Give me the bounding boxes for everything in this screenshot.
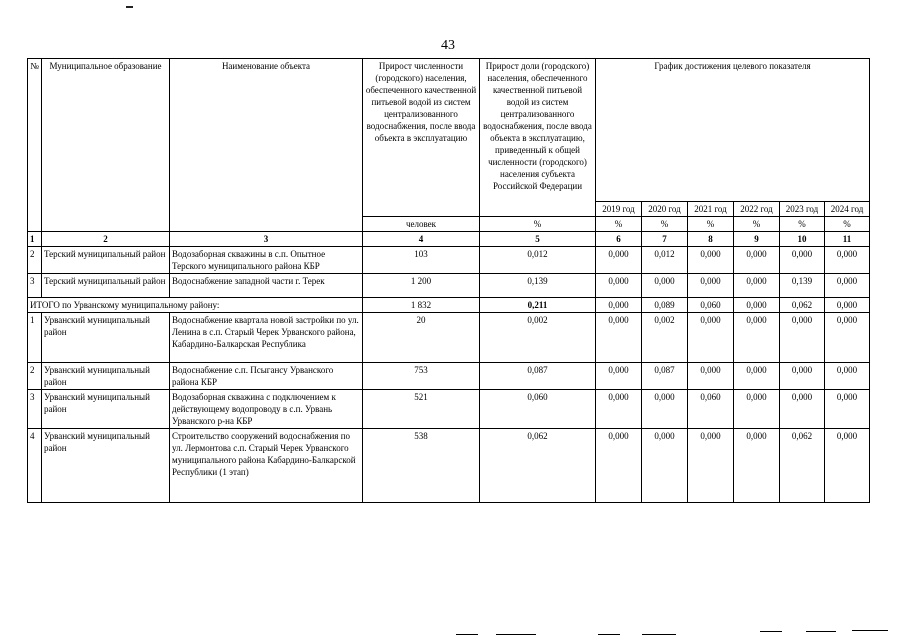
col-number: 3 [170,232,363,247]
table-cell: 20 [363,313,480,363]
table-cell: 0,000 [825,313,870,363]
table-cell: 0,060 [688,390,734,429]
table-cell: 0,060 [688,298,734,313]
table-cell: 0,087 [642,363,688,390]
table-row [28,313,870,363]
table-cell: 0,000 [596,274,642,298]
table-cell: Водоснабжение квартала новой застройки по ул. Ленина в с.п. Старый Черек Урванского района, Кабардино-Балкарская Республика [170,313,363,363]
table-cell: 0,002 [642,313,688,363]
table-cell: 0,000 [825,390,870,429]
table-cell: Строительство сооружений водоснабжения по ул. Лермонтова с.п. Старый Черек Урванского муниципального района Кабардино-Балкарской Республики (1 этап) [170,429,363,503]
table-cell: 538 [363,429,480,503]
table-cell: 0,000 [734,274,780,298]
table-cell: 0,012 [480,247,596,274]
table-cell: 3 [28,274,42,298]
unit-year: % [642,217,688,232]
col-number: 7 [642,232,688,247]
target-indicator-table [27,58,870,503]
table-cell: 0,139 [780,274,825,298]
unit-year: % [688,217,734,232]
col-number: 2 [42,232,170,247]
page-number: 43 [441,38,455,53]
table-cell: 0,000 [688,247,734,274]
table-row [28,363,870,390]
table-cell: 0,062 [780,298,825,313]
col-number: 9 [734,232,780,247]
col-number: 1 [28,232,42,247]
unit-pop: человек [363,217,480,232]
table-row [28,390,870,429]
header-year: 2019 год [596,202,642,217]
col-number: 10 [780,232,825,247]
table-cell: 0,000 [780,363,825,390]
top-dash-mark [126,6,133,8]
table-cell: Водоснабжение с.п. Псыгансу Урванского района КБР [170,363,363,390]
unit-year: % [734,217,780,232]
table-cell: 2 [28,363,42,390]
table-cell: 0,000 [596,298,642,313]
table-cell: Урванский муниципальный район [42,390,170,429]
table-cell: 0,139 [480,274,596,298]
table-cell: Терский муниципальный район [42,274,170,298]
table-cell: Урванский муниципальный район [42,429,170,503]
table-cell: 0,000 [734,313,780,363]
table-cell: 0,000 [688,313,734,363]
table-cell: 0,000 [596,363,642,390]
table-cell: 1 832 [363,298,480,313]
table-cell: 0,062 [780,429,825,503]
table-cell: 0,062 [480,429,596,503]
header-share-growth: Прирост доли (городского) населения, обеспеченного качественной питьевой водой из систем централизованного водоснабжения, после ввода объекта в эксплуатацию, приведенный к общей численности (городского) населения субъекта Российской Федерации [480,59,596,217]
table-cell: 1 200 [363,274,480,298]
table-cell: Урванский муниципальный район [42,313,170,363]
table-row [28,429,870,503]
table-cell: 0,000 [734,247,780,274]
table-cell: 0,000 [825,363,870,390]
header-num: № [28,59,42,232]
table-cell: 3 [28,390,42,429]
table-cell: 0,000 [780,313,825,363]
total-label: ИТОГО по Урванскому муниципальному району: [28,298,363,313]
table-cell: 2 [28,247,42,274]
table-cell: 103 [363,247,480,274]
table-cell: 0,000 [825,247,870,274]
table-cell: 521 [363,390,480,429]
table-cell: 0,060 [480,390,596,429]
table-cell: 0,000 [825,274,870,298]
table-cell: 0,000 [596,313,642,363]
table-cell: 4 [28,429,42,503]
table-cell: 0,000 [780,247,825,274]
table-cell: 1 [28,313,42,363]
table-cell: 0,089 [642,298,688,313]
column-number-row [28,232,870,247]
header-year: 2022 год [734,202,780,217]
table-row [28,247,870,274]
table-cell: 0,000 [734,429,780,503]
table-cell: 0,000 [596,247,642,274]
table-cell: 0,000 [734,298,780,313]
header-year: 2023 год [780,202,825,217]
table-cell: 0,000 [642,390,688,429]
total-row [28,298,870,313]
table-cell: 753 [363,363,480,390]
col-number: 5 [480,232,596,247]
table-cell: 0,000 [688,274,734,298]
col-number: 8 [688,232,734,247]
header-schedule: График достижения целевого показателя [596,59,870,202]
table-cell: 0,000 [780,390,825,429]
table-cell: 0,000 [642,274,688,298]
unit-share: % [480,217,596,232]
table-cell: Терский муниципальный район [42,247,170,274]
unit-year: % [596,217,642,232]
table-cell: 0,000 [596,429,642,503]
table-cell: 0,000 [825,298,870,313]
unit-year: % [825,217,870,232]
table-cell: 0,000 [596,390,642,429]
header-year: 2021 год [688,202,734,217]
header-year: 2024 год [825,202,870,217]
table-cell: Водозаборная скважина с подключением к действующему водопроводу в с.п. Урвань Урванского р-на КБР [170,390,363,429]
header-year: 2020 год [642,202,688,217]
table-cell: Водозаборная скважины в с.п. Опытное Терского муниципального района КБР [170,247,363,274]
header-municipality: Муниципальное образование [42,59,170,232]
header-pop-growth: Прирост численности (городского) населения, обеспеченного качественной питьевой водой из систем централизованного водоснабжения, после ввода объекта в эксплуатацию [363,59,480,217]
col-number: 4 [363,232,480,247]
table-cell: 0,000 [688,429,734,503]
table-cell: Водоснабжение западной части г. Терек [170,274,363,298]
table-cell: 0,000 [642,429,688,503]
table-cell: 0,087 [480,363,596,390]
table-cell: 0,211 [480,298,596,313]
col-number: 11 [825,232,870,247]
table-row [28,274,870,298]
col-number: 6 [596,232,642,247]
unit-year: % [780,217,825,232]
header-object: Наименование объекта [170,59,363,232]
table-cell: Урванский муниципальный район [42,363,170,390]
table-cell: 0,000 [688,363,734,390]
table-cell: 0,012 [642,247,688,274]
table-cell: 0,002 [480,313,596,363]
table-cell: 0,000 [734,390,780,429]
table-cell: 0,000 [825,429,870,503]
table-cell: 0,000 [734,363,780,390]
